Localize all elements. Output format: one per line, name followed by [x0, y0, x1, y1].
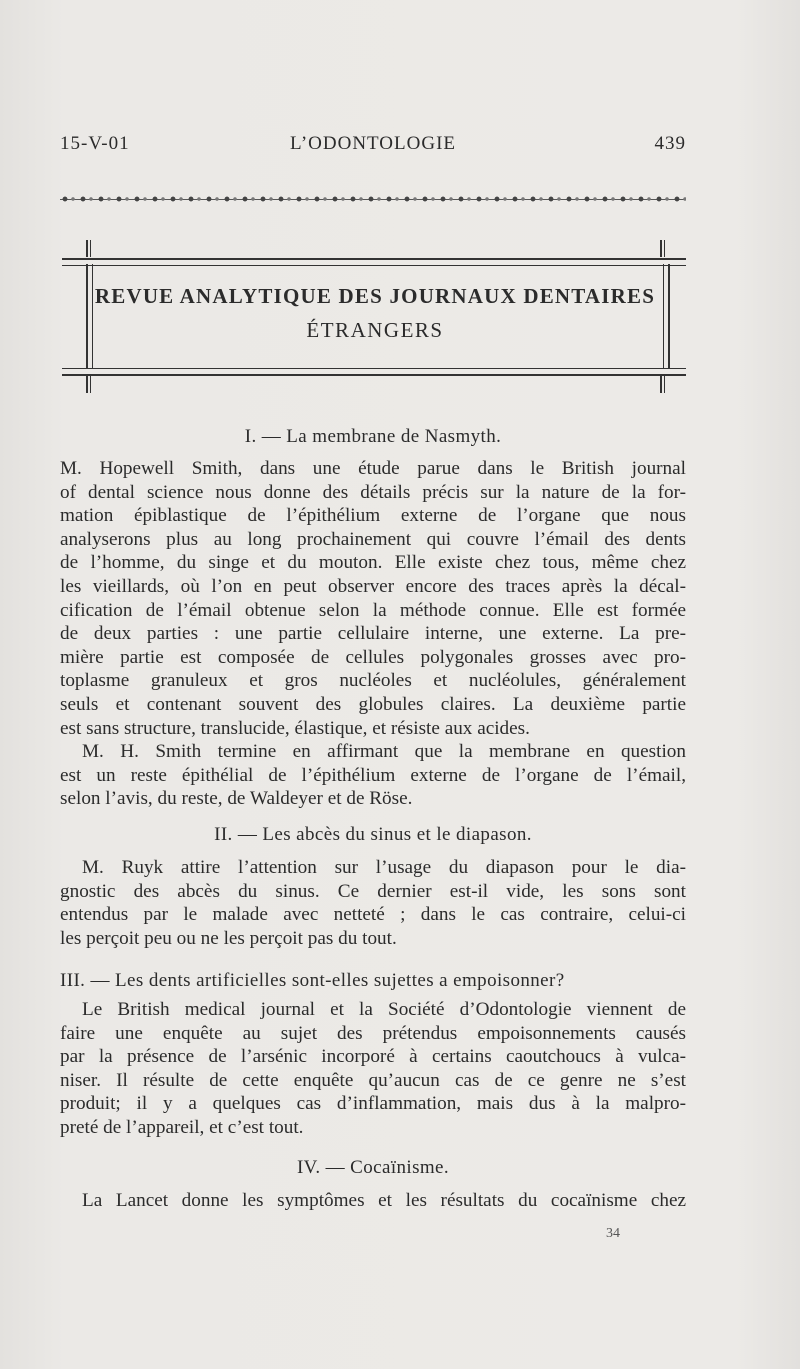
text-line: selon l’avis, du reste, de Waldeyer et de Röse.: [60, 788, 413, 810]
frame-tick: [86, 240, 91, 257]
text-line: La Lancet donne les symptômes et les résultats du cocaïnisme chez: [82, 1190, 686, 1211]
signature-mark: 34: [606, 1226, 620, 1241]
section-heading-2: II. — Les abcès du sinus et le diapason.: [214, 824, 532, 845]
issue-date: 15-V-01: [60, 133, 130, 154]
section-heading-4: IV. — Cocaïnisme.: [296, 1157, 450, 1178]
ornamental-rule: [60, 192, 686, 206]
text-line: niser. Il résulte de cette enquête qu’aucun cas de ce genre ne s’est: [60, 1069, 686, 1091]
text-line: M. Ruyk attire l’attention sur l’usage du diapason pour le dia-: [82, 857, 686, 878]
section-body-3: [60, 998, 686, 1140]
text-line: analyserons plus au long prochainement qui couvre l’émail des dents: [60, 528, 686, 550]
text-line: mière partie est composée de cellules polygonales grosses avec pro-: [60, 646, 686, 668]
section-body-2: [60, 856, 686, 950]
text-line: est sans structure, translucide, élastique, et résiste aux acides.: [60, 717, 530, 739]
section-heading-3: III. — Les dents artificielles sont-elles sujettes a empoisonner?: [60, 970, 565, 991]
text-line: gnostic des abcès du sinus. Ce dernier est-il vide, les sons sont: [60, 880, 686, 902]
text-line: M. H. Smith termine en affirmant que la membrane en question: [82, 741, 686, 763]
text-line: M. Hopewell Smith, dans une étude parue dans le British journal: [60, 458, 686, 479]
section-body-1: [60, 457, 686, 811]
page-number: 439: [654, 133, 686, 154]
section-heading-1: I. — La membrane de Nasmyth.: [244, 426, 502, 447]
text-line: Le British medical journal et la Société d’Odontologie viennent de: [82, 999, 686, 1020]
text-line: entendus par le malade avec netteté ; dans le cas contraire, celui-ci: [60, 904, 686, 926]
text-line: est un reste épithélial de l’épithélium externe de l’organe de l’émail,: [60, 764, 686, 786]
journal-name: L’ODONTOLOGIE: [289, 133, 457, 154]
title-line-2: ÉTRANGERS: [306, 318, 444, 342]
text-line: produit; il y a quelques cas d’inflammation, mais dus à la malpro-: [60, 1093, 686, 1115]
text-line: toplasme granuleux et gros nucléoles et nucléolules, généralement: [60, 670, 686, 692]
text-line: faire une enquête au sujet des prétendus empoisonnements causés: [60, 1022, 686, 1044]
text-line: les vieillards, où l’on en peut observer encore des traces après la décal-: [60, 575, 686, 597]
text-line: preté de l’appareil, et c’est tout.: [60, 1116, 304, 1138]
text-line: de l’homme, du singe et du mouton. Elle existe chez tous, même chez: [60, 552, 686, 574]
frame-tick: [660, 376, 665, 393]
title-box: [86, 264, 670, 368]
text-line: de deux parties : une partie cellulaire interne, une externe. La pre-: [60, 623, 686, 645]
frame-tick: [86, 376, 91, 393]
text-line: of dental science nous donne des détails précis sur la nature de la for-: [60, 481, 686, 503]
title-line-1: REVUE ANALYTIQUE DES JOURNAUX DENTAIRES: [94, 284, 656, 308]
text-line: cification de l’émail obtenue selon la méthode connue. Elle est formée: [60, 599, 686, 621]
text-line: les perçoit peu ou ne les perçoit pas du tout.: [60, 927, 397, 949]
frame-rule-bottom: [62, 368, 686, 376]
text-line: seuls et contenant souvent des globules claires. La deuxième partie: [60, 693, 686, 715]
section-body-4: [60, 1189, 686, 1213]
text-line: par la présence de l’arsénic incorporé à certains caoutchoucs à vulca-: [60, 1046, 686, 1068]
frame-tick: [660, 240, 665, 257]
text-line: mation épiblastique de l’épithélium externe de l’organe que nous: [60, 505, 686, 527]
